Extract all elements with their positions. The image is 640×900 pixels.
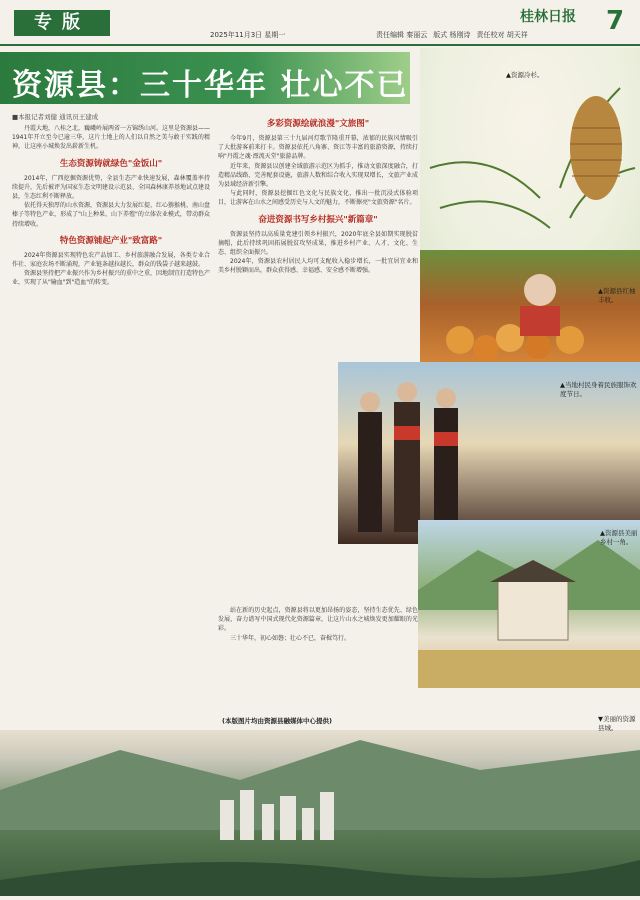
paragraph: 近年来，资源县以创建全域旅游示范区为抓手，推动文旅深度融合，打造精品线路，完善配套设施，旅游人数和综合收入实现双增长，文旅产业成为县域经济新引擎。 (218, 162, 418, 189)
editor-credit: 责任校对 胡天祥 (476, 31, 528, 39)
photo-credit: (本版图片均由资源县融媒体中心提供) (222, 717, 332, 725)
subheading: 生态资源铸就绿色"金饭山" (59, 158, 163, 169)
section-tag: 专版 (14, 10, 110, 36)
dateline: 2025年11月3日 星期一 (210, 31, 286, 39)
masthead (0, 0, 640, 46)
paragraph: 2024年资源县实现特色农产品加工、乡村旅游融合发展，各类专业合作社、家庭农场不断涌现，产业链条越拉越长，群众的钱袋子越来越鼓。 (12, 251, 210, 269)
fir-cone (570, 96, 622, 200)
photo-pomelo-harvest (420, 250, 640, 370)
page-headline: 资源县：三十华年 壮心不已 (12, 68, 409, 103)
lead-paragraph: 丹霞大地，八桂之北，巍峨岭展两省一方锦绣山河。这里是资源县——1941年开立至今已逾三华，这片土地上的人们以自然之美与敢于实践的精神，让这座小城焕发出崭新生机。 (12, 125, 211, 151)
photo-ethnic-villagers (338, 362, 640, 544)
photo-caption: ▲当地村民身着民族服饰欢度节日。 (560, 381, 637, 398)
county-town-illustration (0, 730, 640, 896)
editor-credit: 责任编辑 秦丽云 (376, 31, 428, 39)
page-number: 7 (606, 6, 625, 36)
paragraph: 今年9月，资源县第三十九届河灯歌节隆重开幕，浓郁的民族风情吸引了大批游客前来打卡。资源县依托八角寨、资江等丰富的旅游资源，持续打响"丹霞之魂·漂流天堂"旅游品牌。 (218, 135, 418, 161)
paragraph: 2024年，资源县农村居民人均可支配收入稳步增长，一批宜居宜业和美乡村脱颖而出，群众获得感、幸福感、安全感不断增强。 (218, 258, 418, 275)
subheading: 奋进资源书写乡村振兴"新篇章" (258, 214, 378, 225)
subheading: 多彩资源绘就浪漫"文旅图" (266, 119, 370, 129)
photo-caption: ▼美丽的资源县城。 (598, 715, 636, 732)
paper-name: 桂林日报 (520, 9, 576, 25)
editor-credit: 版式 杨刚诗 (433, 31, 471, 39)
article-column-1 (12, 124, 210, 728)
farmer-face (524, 274, 556, 306)
photo-caption: ▲资源县红柚丰收。 (598, 287, 636, 304)
paragraph: 资源县坚持把产业振兴作为乡村振兴的重中之重，因地制宜打造特色产业，实现了从"输血"到"造血"的转变。 (12, 270, 211, 287)
photo-caption: ▲资源县美丽乡村一角。 (600, 529, 638, 546)
paragraph: 2014年，广西挖掘资源优势，全县生态产业快速发展，森林覆盖率持续提升，先后被评为国家生态文明建设示范县、全国森林康养基地试点建设县，生态红利不断释放。 (12, 174, 211, 201)
photo-village (418, 520, 640, 688)
paragraph: 三十华年，初心如磐；壮心不已，奋楫笃行。 (230, 634, 351, 642)
paragraph: 依托得天独厚的山水资源，资源县大力发展红提、红心猕猴桃、南山盘榛子等特色产业，形成了"山上种果、山下养殖"的立体农业模式，带动群众持续增收。 (12, 202, 211, 228)
pomelo-illustration (420, 250, 640, 370)
photo-caption: ▲资源冷杉。 (506, 71, 544, 79)
paragraph: 站在新的历史起点，资源县将以更加昂扬的姿态，坚持生态优先、绿色发展，奋力谱写中国式现代化资源篇章，让这片山水之城焕发更加耀眼的光彩。 (218, 607, 418, 633)
editor-credits (376, 30, 528, 40)
subheading: 特色资源铺起产业"致富路" (59, 235, 163, 246)
byline: ■本报记者刘健 通讯员王建成 (12, 113, 99, 121)
paragraph: 与此同时，资源县挖掘红色文化与民族文化，推出一批沉浸式体验项目，让游客在山水之间感受历史与人文的魅力，不断擦亮"文旅资源"名片。 (218, 190, 418, 207)
farmer-body (520, 306, 560, 336)
article-column-3 (218, 606, 418, 726)
paragraph: 资源县坚持以高质量党建引领乡村振兴，2020年底全县如期实现脱贫摘帽，此后持续巩固拓展脱贫攻坚成果，推进乡村产业、人才、文化、生态、组织全面振兴。 (218, 230, 418, 257)
